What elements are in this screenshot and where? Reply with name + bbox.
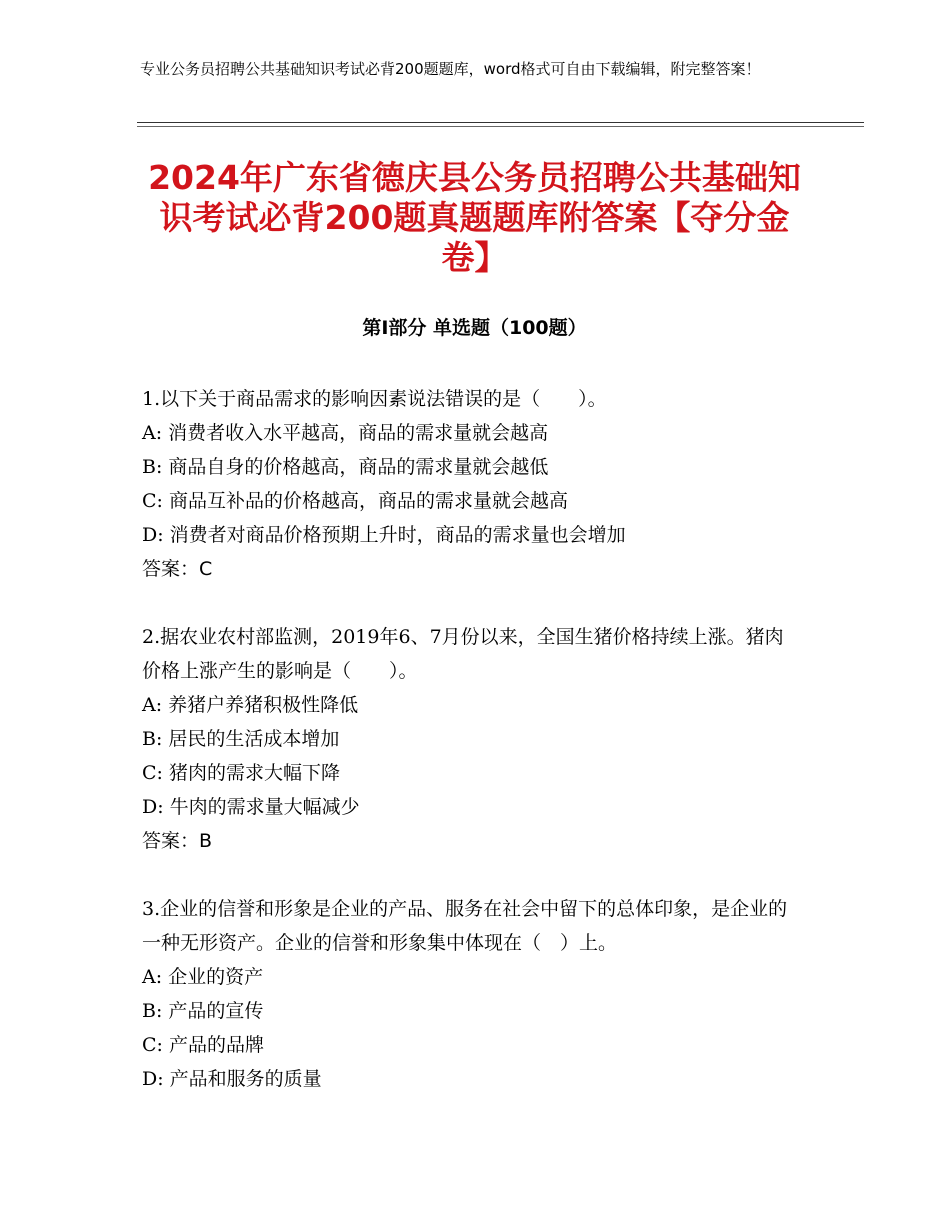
option-d: D: 消费者对商品价格预期上升时，商品的需求量也会增加	[142, 524, 626, 546]
option-b: B: 产品的宣传	[142, 1000, 264, 1022]
question-2	[142, 620, 802, 858]
option-a: A: 企业的资产	[142, 966, 264, 988]
option-d: D: 产品和服务的质量	[142, 1068, 322, 1090]
answer: 答案：C	[142, 558, 213, 580]
question-list	[142, 382, 802, 1130]
option-a: A: 养猪户养猪积极性降低	[142, 694, 359, 716]
question-1	[142, 382, 802, 586]
option-d: D: 牛肉的需求量大幅减少	[142, 796, 360, 818]
header-note: 专业公务员招聘公共基础知识考试必背200题题库，word格式可自由下载编辑，附完整答案！	[140, 60, 761, 78]
option-c: C: 商品互补品的价格越高，商品的需求量就会越高	[142, 490, 568, 512]
option-c: C: 猪肉的需求大幅下降	[142, 762, 340, 784]
question-3	[142, 892, 802, 1096]
answer: 答案：B	[142, 830, 213, 852]
option-a: A: 消费者收入水平越高，商品的需求量就会越高	[142, 422, 549, 444]
document-title: 2024年广东省德庆县公务员招聘公共基础知识考试必背200题真题题库附答案【夺分金卷】	[148, 158, 801, 277]
option-b: B: 居民的生活成本增加	[142, 728, 340, 750]
question-stem: 1.以下关于商品需求的影响因素说法错误的是（ ）。	[142, 388, 607, 410]
section-title: 第Ⅰ部分 单选题（100题）	[362, 317, 587, 339]
option-b: B: 商品自身的价格越高，商品的需求量就会越低	[142, 456, 549, 478]
question-stem: 3.企业的信誉和形象是企业的产品、服务在社会中留下的总体印象，是企业的一种无形资产。企业的信誉和形象集中体现在（ ）上。	[142, 898, 788, 954]
header-divider	[137, 122, 864, 123]
header-divider-thin	[137, 126, 864, 127]
option-c: C: 产品的品牌	[142, 1034, 264, 1056]
question-stem: 2.据农业农村部监测，2019年6、7月份以来，全国生猪价格持续上涨。猪肉价格上涨产生的影响是（ ）。	[142, 626, 784, 682]
